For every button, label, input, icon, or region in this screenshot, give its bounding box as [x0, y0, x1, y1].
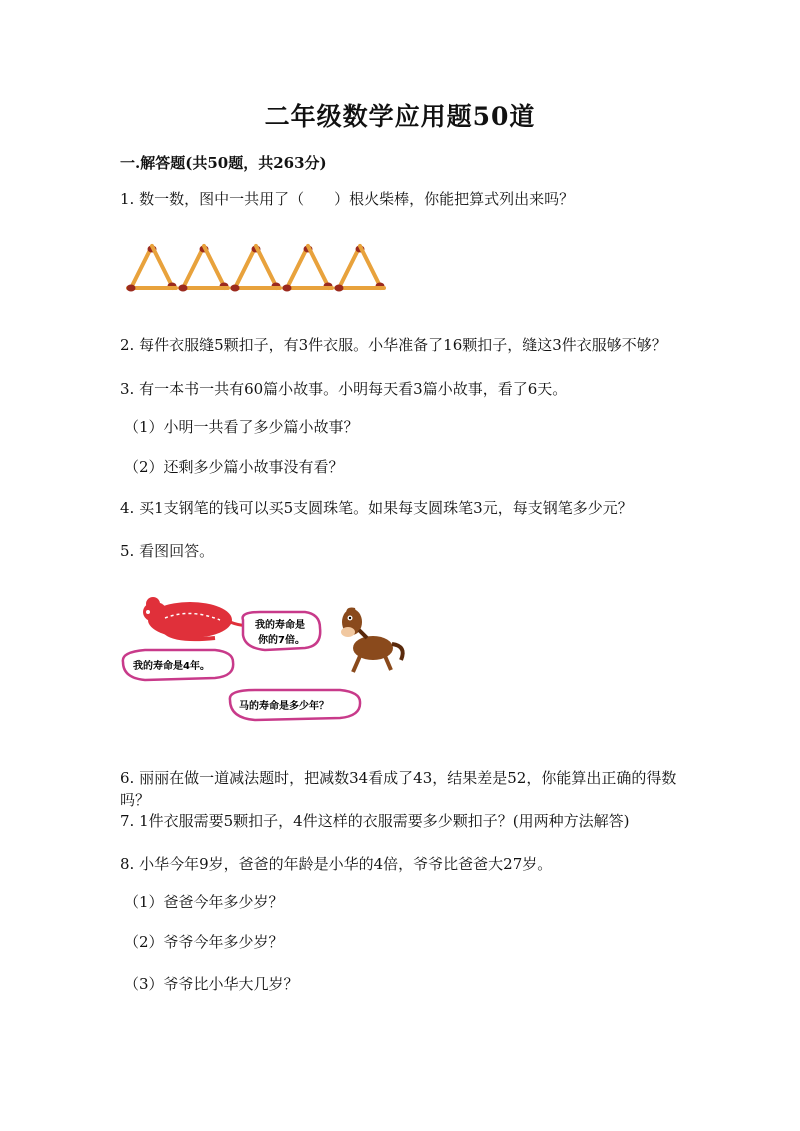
section-heading: 一.解答题(共50题，共263分)	[120, 154, 327, 172]
question-4: 4. 买1支钢笔的钱可以买5支圆珠笔。如果每支圆珠笔3元，每支钢笔多少元？	[120, 499, 633, 517]
speech-bubble-horse	[243, 612, 321, 650]
question-3-sub-2: （2）还剩多少篇小故事没有看？	[124, 458, 344, 476]
speech-bubble-rat	[123, 650, 233, 680]
question-2: 2. 每件衣服缝5颗扣子，有3件衣服。小华准备了16颗扣子，缝这3件衣服够不够？	[120, 336, 667, 354]
rat-horse-figure	[115, 590, 415, 730]
question-3: 3. 有一本书一共有60篇小故事。小明每天看3篇小故事，看了6天。	[120, 380, 568, 398]
matchstick-left	[183, 246, 204, 288]
speech-bubble-question	[230, 690, 360, 720]
question-3-sub-1: （1）小明一共看了多少篇小故事？	[124, 418, 359, 436]
matchstick-right	[152, 246, 173, 288]
matchstick-right	[256, 246, 277, 288]
matchstick-left	[131, 246, 152, 288]
bubble-horse-line-1: 我的寿命是	[255, 620, 305, 631]
question-7: 7. 1件衣服需要5颗扣子，4件这样的衣服需要多少颗扣子？(用两种方法解答)	[120, 812, 630, 830]
matchstick-left	[235, 246, 256, 288]
match-head	[283, 285, 292, 292]
match-head	[231, 285, 240, 292]
matchstick-right	[308, 246, 329, 288]
bubble-question-text: 马的寿命是多少年？	[239, 701, 329, 712]
question-8-sub-3: （3）爷爷比小华大几岁？	[124, 975, 299, 993]
matchstick-figure	[120, 238, 400, 298]
bubble-horse-line-2: 你的7倍。	[258, 635, 305, 646]
question-8-sub-1: （1）爸爸今年多少岁？	[124, 893, 284, 911]
bubble-rat-text: 我的寿命是4年。	[133, 661, 210, 672]
question-1: 1. 数一数，图中一共用了（ ）根火柴棒，你能把算式列出来吗？	[120, 190, 575, 208]
matchstick-right	[360, 246, 381, 288]
question-5: 5. 看图回答。	[120, 542, 215, 560]
question-8-sub-2: （2）爷爷今年多少岁？	[124, 933, 284, 951]
matchstick-left	[287, 246, 308, 288]
match-head	[335, 285, 344, 292]
matchstick-right	[204, 246, 225, 288]
matchstick-left	[339, 246, 360, 288]
question-6: 6. 丽丽在做一道减法题时，把减数34看成了43，结果差是52，你能算出正确的得数吗？	[120, 769, 677, 809]
horse-icon	[341, 608, 403, 673]
question-8: 8. 小华今年9岁，爸爸的年龄是小华的4倍，爷爷比爸爸大27岁。	[120, 855, 553, 873]
page-title: 二年级数学应用题50道	[264, 102, 536, 131]
match-head	[179, 285, 188, 292]
match-head	[127, 285, 136, 292]
